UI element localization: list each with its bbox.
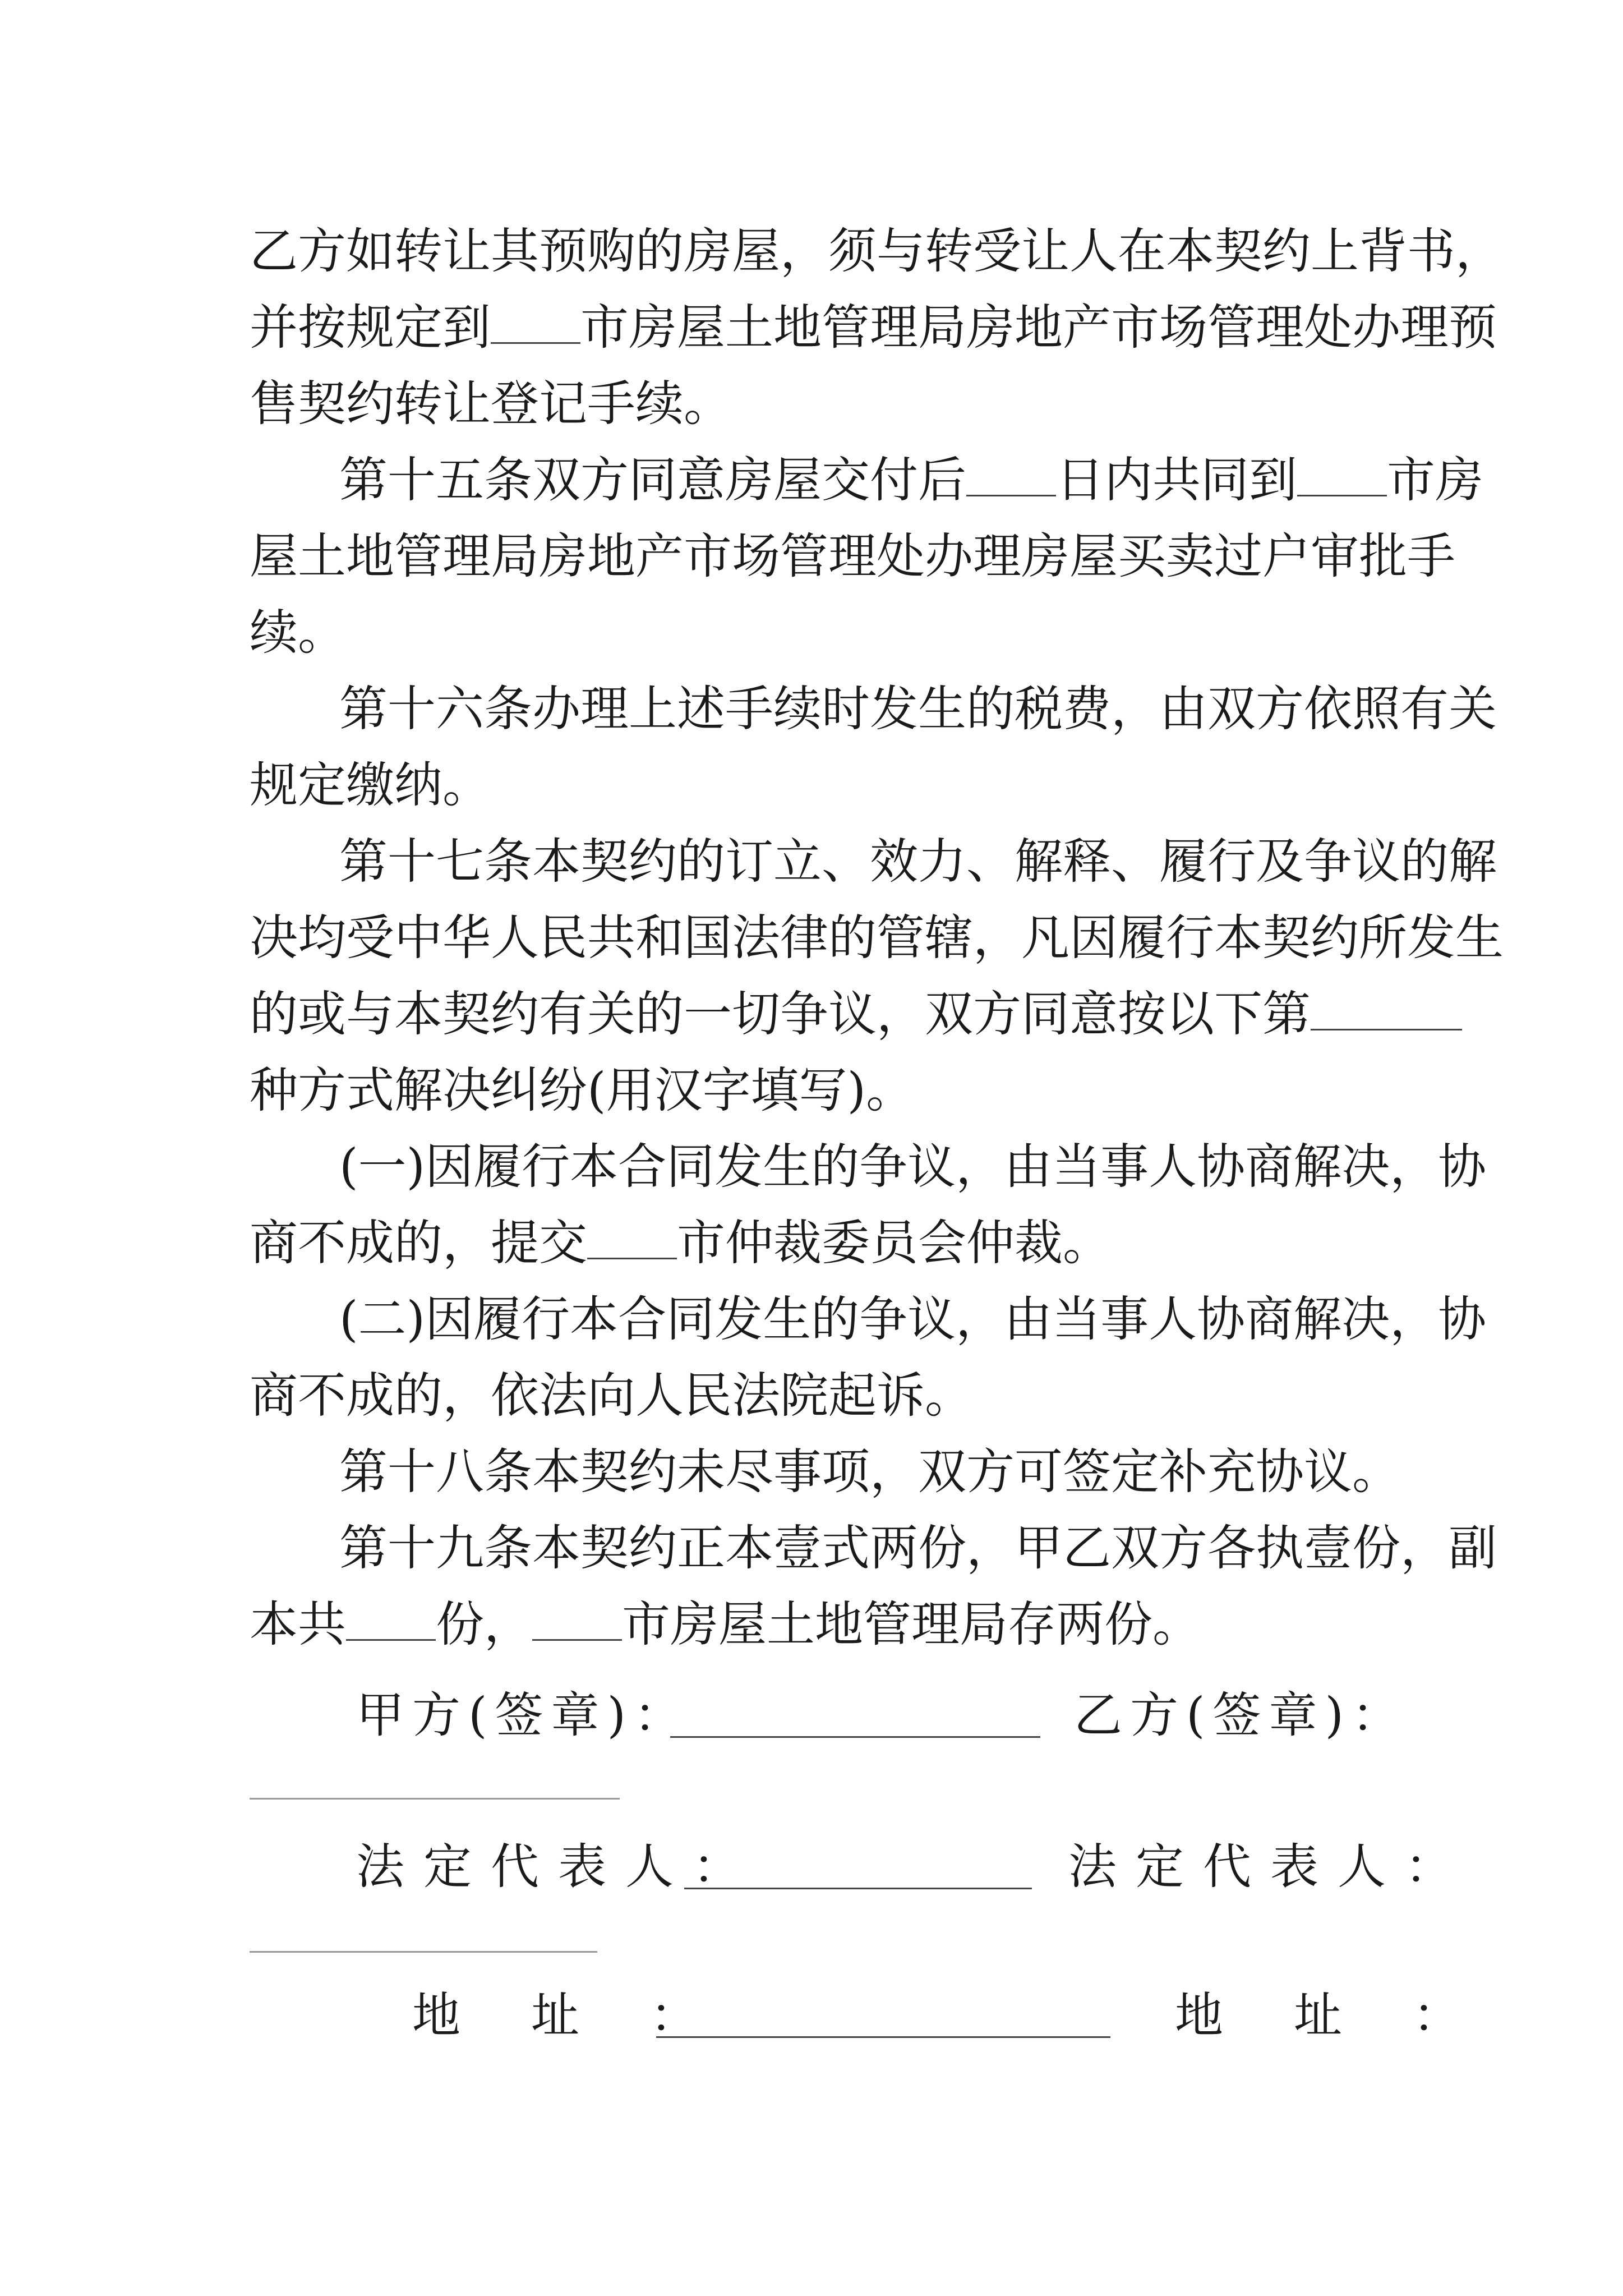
text-segment: 市仲裁委员会仲裁。 (677, 1215, 1111, 1271)
fill-blank[interactable] (346, 1600, 436, 1641)
legal-rep-b-line[interactable] (250, 1951, 597, 1953)
text-line: 屋土地管理局房地产市场管理处办理房屋买卖过户审批手 (250, 528, 1455, 585)
text-segment: 并按规定到 (250, 300, 491, 356)
text-line: 乙方如转让其预购的房屋，须与转受让人在本契约上背书， (250, 223, 1504, 279)
fill-blank[interactable] (966, 455, 1056, 496)
fill-blank[interactable] (587, 1218, 677, 1259)
text-line: 第十七条本契约的订立、效力、解释、履行及争议的解 (339, 834, 1497, 890)
legal-rep-b-label: 法定代表人： (1068, 1839, 1472, 1895)
text-line: (二)因履行本合同发生的争议，由当事人协商解决，协 (339, 1291, 1487, 1347)
text-line: (一)因履行本合同发生的争议，由当事人协商解决，协 (339, 1139, 1487, 1195)
text-line: 第十九条本契约正本壹式两份，甲乙双方各执壹份，副 (339, 1520, 1497, 1576)
document-page (250, 213, 1504, 1663)
text-line: 续。 (250, 605, 346, 661)
text-segment: 本共 (250, 1596, 346, 1653)
fill-blank[interactable] (1297, 455, 1387, 496)
fill-blank[interactable] (1311, 990, 1462, 1030)
text-line: 规定缴纳。 (250, 757, 491, 813)
text-line (250, 1205, 1388, 1281)
text-line (250, 1586, 1388, 1663)
text-segment: 商不成的，提交 (250, 1215, 587, 1271)
text-line: 第十八条本契约未尽事项，双方可签定补充协议。 (339, 1444, 1400, 1500)
legal-rep-a-label: 法定代表人： (356, 1839, 760, 1895)
party-b-seal-label: 乙方(签章)： (1074, 1687, 1408, 1743)
text-line: 种方式解决纠纷(用汉字填写)。 (250, 1062, 915, 1119)
party-b-seal-line[interactable] (250, 1798, 620, 1800)
fill-blank[interactable] (532, 1600, 622, 1641)
text-segment: 份， (436, 1596, 532, 1653)
legal-rep-a-line[interactable] (684, 1888, 1032, 1889)
party-a-seal-line[interactable] (670, 1736, 1040, 1738)
address-b-label: 地 址 ： (1175, 1987, 1472, 2044)
text-line: 商不成的，依法向人民法院起诉。 (250, 1368, 973, 1424)
text-segment: 日内共同到 (1056, 452, 1297, 508)
text-line: 决均受中华人民共和国法律的管辖，凡因履行本契约所发生 (250, 910, 1504, 966)
address-a-line[interactable] (656, 2036, 1110, 2038)
text-segment: 市房屋土地管理局存两份。 (622, 1596, 1201, 1653)
fill-blank[interactable] (491, 303, 580, 344)
text-segment: 第十五条双方同意房屋交付后 (339, 452, 966, 508)
address-a-label: 地 址 ： (412, 1987, 709, 2044)
text-segment: 市房屋土地管理局房地产市场管理处办理预 (580, 300, 1497, 356)
text-segment: 的或与本契约有关的一切争议，双方同意按以下第 (250, 986, 1311, 1042)
text-line (250, 976, 1388, 1052)
text-segment: 市房 (1387, 452, 1483, 508)
text-line: 售契约转让登记手续。 (250, 376, 732, 432)
text-line (250, 289, 1497, 366)
text-line (250, 442, 1483, 518)
party-a-seal-label: 甲方(签章)： (356, 1687, 690, 1743)
text-line: 第十六条办理上述手续时发生的税费，由双方依照有关 (339, 681, 1497, 737)
